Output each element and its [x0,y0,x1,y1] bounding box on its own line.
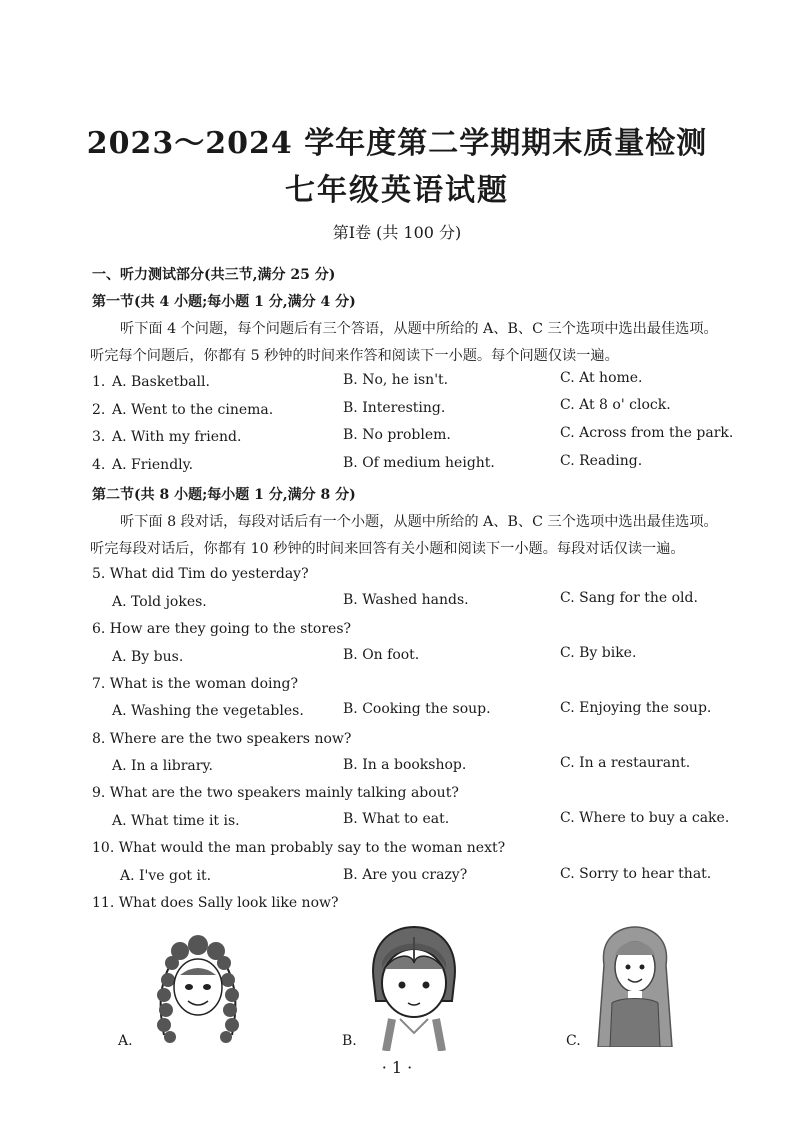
section1-instruction-2: 听完每个问题后，你都有 5 秒钟的时间来作答和阅读下一小题。每个问题仅读一遍。 [90,348,619,364]
picture-label-b: B. [342,1033,357,1049]
item-number: 1. [92,374,106,390]
option-a: A. In a library. [112,758,213,774]
part1-heading: 一、听力测试部分(共三节,满分 25 分) [92,267,336,283]
option-a: A. What time it is. [112,813,240,829]
option-c: C. Across from the park. [560,425,734,441]
section2-instruction-1: 听下面 8 段对话，每段对话后有一个小题，从题中所给的 A、B、C 三个选项中选出最佳选项。 [120,514,718,530]
option-a: A. With my friend. [112,429,242,445]
option-a: A. Went to the cinema. [112,402,274,418]
option-a: A. I've got it. [120,868,212,884]
option-c: C. By bike. [560,645,637,661]
option-b: B. No problem. [343,427,451,443]
question-text: 6. How are they going to the stores? [92,621,352,637]
question-text: 8. Where are the two speakers now? [92,731,352,747]
option-b: B. Interesting. [343,400,446,416]
item-number: 4. [92,457,106,473]
question-text: 11. What does Sally look like now? [92,895,339,911]
option-c: C. Reading. [560,453,643,469]
option-b: B. Of medium height. [343,455,495,471]
sally-short-hair-picture [362,923,466,1051]
sally-curly-hair-picture [150,935,246,1045]
option-b: B. Are you crazy? [343,867,468,883]
question-text: 10. What would the man probably say to the woman next? [92,840,506,856]
option-a: A. By bus. [112,649,184,665]
option-c: C. At 8 o' clock. [560,397,671,413]
section2-heading: 第二节(共 8 小题;每小题 1 分,满分 8 分) [92,487,356,503]
question-text: 9. What are the two speakers mainly talking about? [92,785,459,801]
option-b: B. Washed hands. [343,592,469,608]
exam-subtitle: 七年级英语试题 [285,173,509,208]
option-b: B. Cooking the soup. [343,701,491,717]
option-b: B. No, he isn't. [343,372,449,388]
option-c: C. Sorry to hear that. [560,866,712,882]
option-b: B. What to eat. [343,811,450,827]
item-number: 2. [92,402,106,418]
option-a: A. Washing the vegetables. [112,703,304,719]
option-b: B. On foot. [343,647,420,663]
picture-label-c: C. [566,1033,581,1049]
exam-title: 2023～2024 学年度第二学期期末质量检测 [86,126,708,161]
sally-long-hair-picture [590,925,680,1047]
option-c: C. At home. [560,370,643,386]
picture-label-a: A. [118,1033,133,1049]
option-a: A. Told jokes. [112,594,207,610]
section2-instruction-2: 听完每段对话后，你都有 10 秒钟的时间来回答有关小题和阅读下一小题。每段对话仅读一遍。 [90,541,685,557]
option-a: A. Basketball. [112,374,210,390]
option-a: A. Friendly. [112,457,194,473]
question-text: 7. What is the woman doing? [92,676,298,692]
volume-label: 第Ⅰ卷 (共 100 分) [332,223,462,242]
question-text: 5. What did Tim do yesterday? [92,566,309,582]
option-c: C. Sang for the old. [560,590,698,606]
option-b: B. In a bookshop. [343,757,467,773]
section1-instruction-1: 听下面 4 个问题，每个问题后有三个答语，从题中所给的 A、B、C 三个选项中选出最佳选项。 [120,321,718,337]
item-number: 3. [92,429,106,445]
page-number: · 1 · [381,1058,413,1077]
option-c: C. In a restaurant. [560,755,691,771]
option-c: C. Where to buy a cake. [560,810,730,826]
option-c: C. Enjoying the soup. [560,700,712,716]
section1-heading: 第一节(共 4 小题;每小题 1 分,满分 4 分) [92,294,356,310]
